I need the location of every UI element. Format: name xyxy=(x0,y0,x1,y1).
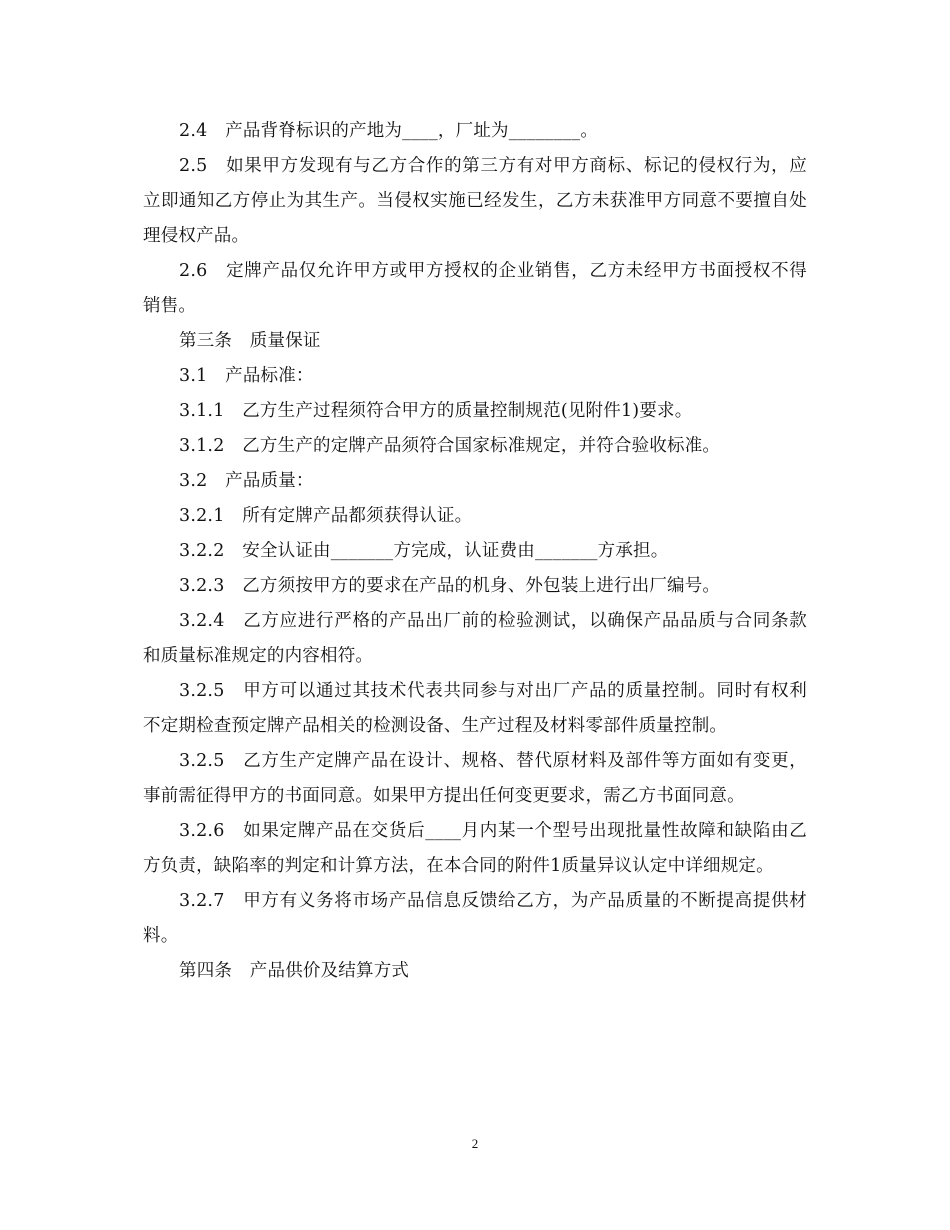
clause-3-2-2: 3.2.2 安全认证由_______方完成，认证费由_______方承担。 xyxy=(179,541,669,561)
clause-2-5: 2.5 如果甲方发现有与乙方合作的第三方有对甲方商标、标记的侵权行为，应立即通知乙方停止为其生产。当侵权实施已经发生，乙方未获准甲方同意不要擅自处理侵权产品。 xyxy=(143,156,807,246)
clause-3-2-5-b: 3.2.5 乙方生产定牌产品在设计、规格、替代原材料及部件等方面如有变更，事前需征得甲方的书面同意。如果甲方提出任何变更要求，需乙方书面同意。 xyxy=(143,751,807,806)
clause-3-2-3: 3.2.3 乙方须按甲方的要求在产品的机身、外包装上进行出厂编号。 xyxy=(179,576,721,596)
clause-3-1-2: 3.1.2 乙方生产的定牌产品须符合国家标准规定，并符合验收标准。 xyxy=(179,436,721,456)
page-number: 2 xyxy=(471,1136,479,1151)
clause-2-4: 2.4 产品背脊标识的产地为____，厂址为________。 xyxy=(179,121,599,141)
clause-3-2-7: 3.2.7 甲方有义务将市场产品信息反馈给乙方，为产品质量的不断提高提供材料。 xyxy=(143,891,807,946)
clause-2-6: 2.6 定牌产品仅允许甲方或甲方授权的企业销售，乙方未经甲方书面授权不得销售。 xyxy=(143,261,807,316)
clause-3-2-5-a: 3.2.5 甲方可以通过其技术代表共同参与对出厂产品的质量控制。同时有权利不定期检查预定牌产品相关的检测设备、生产过程及材料零部件质量控制。 xyxy=(143,681,807,736)
clause-3-2-6: 3.2.6 如果定牌产品在交货后____月内某一个型号出现批量性故障和缺陷由乙方负责，缺陷率的判定和计算方法，在本合同的附件1质量异议认定中详细规定。 xyxy=(143,821,807,876)
clause-3-2-1: 3.2.1 所有定牌产品都须获得认证。 xyxy=(179,506,473,526)
document-body xyxy=(143,114,807,989)
clause-3-2-4: 3.2.4 乙方应进行严格的产品出厂前的检验测试，以确保产品品质与合同条款和质量标准规定的内容相符。 xyxy=(143,611,807,666)
article-3-heading: 第三条 质量保证 xyxy=(179,331,321,351)
clause-3-1-1: 3.1.1 乙方生产过程须符合甲方的质量控制规范(见附件1)要求。 xyxy=(179,401,693,421)
article-4-heading: 第四条 产品供价及结算方式 xyxy=(179,961,410,981)
clause-3-1: 3.1 产品标准： xyxy=(179,366,314,386)
clause-3-2: 3.2 产品质量： xyxy=(179,471,314,491)
